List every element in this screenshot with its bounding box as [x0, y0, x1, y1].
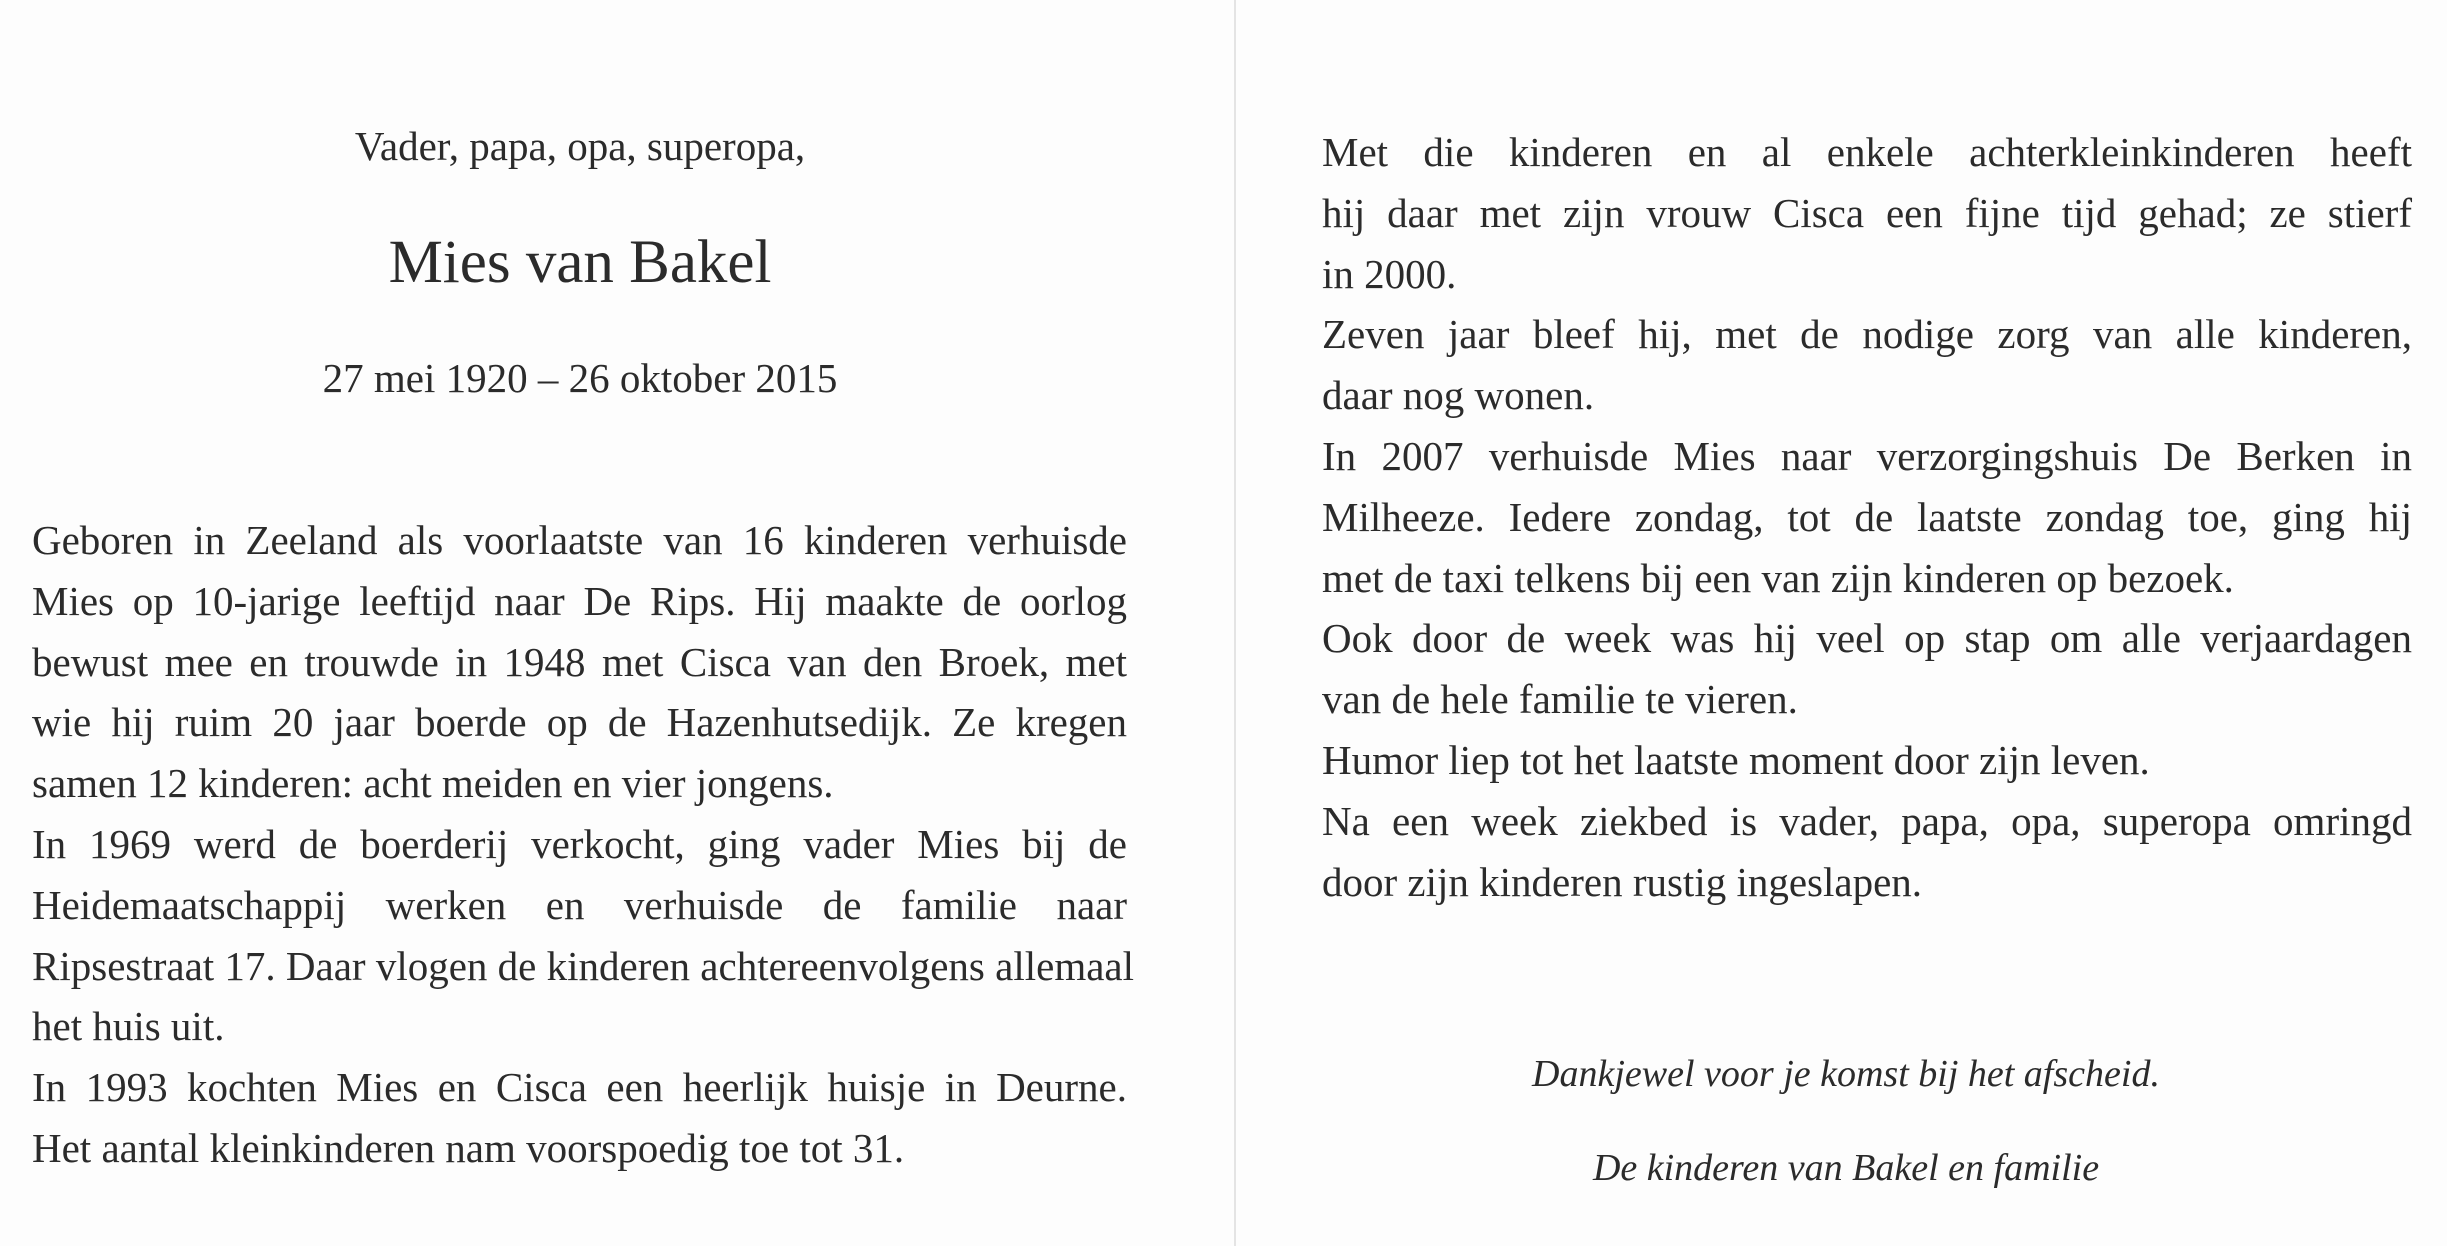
text-line: Met die kinderen en al enkele achterkleinkinderen heeft	[1322, 129, 2412, 175]
text-line: Zeven jaar bleef hij, met de nodige zorg van alle kinderen,	[1322, 311, 2412, 358]
text-line: in 2000.	[1322, 250, 1457, 297]
text-line: Het aantal kleinkinderen nam voorspoedig toe tot 31.	[32, 1124, 905, 1171]
family-signature: De kinderen van Bakel en familie	[1592, 1147, 2100, 1189]
text-line: bewust mee en trouwde in 1948 met Cisca van den Broek, met	[32, 638, 1127, 685]
deceased-name: Mies van Bakel	[388, 229, 772, 296]
text-line: Humor liep tot het laatste moment door zijn leven.	[1322, 736, 2150, 783]
biography-text	[32, 510, 1134, 1179]
text-line: Na een week ziekbed is vader, papa, opa, superopa omringd	[1322, 797, 2412, 844]
text-line: Milheeze. Iedere zondag, tot de laatste zondag toe, ging hij	[1322, 493, 2412, 540]
text-line: samen 12 kinderen: acht meiden en vier jongens.	[32, 760, 834, 807]
text-line: Heidemaatschappij werken en verhuisde de familie naar	[32, 881, 1127, 928]
text-line: Ook door de week was hij veel op stap om alle verjaardagen	[1322, 615, 2412, 662]
text-line: door zijn kinderen rustig ingeslapen.	[1322, 858, 1923, 905]
text-line: daar nog wonen.	[1322, 372, 1595, 419]
text-line: hij daar met zijn vrouw Cisca een fijne tijd gehad; ze stierf	[1322, 189, 2412, 236]
text-line: Ripsestraat 17. Daar vlogen de kinderen achtereenvolgens allemaal	[32, 942, 1134, 989]
text-line: met de taxi telkens bij een van zijn kinderen op bezoek.	[1322, 554, 2234, 601]
text-line: In 1969 werd de boerderij verkocht, ging vader Mies bij de	[32, 820, 1127, 867]
text-line: wie hij ruim 20 jaar boerde op de Hazenhutsedijk. Ze kregen	[32, 699, 1127, 746]
text-line: In 1993 kochten Mies en Cisca een heerlijk huisje in Deurne.	[32, 1064, 1127, 1111]
text-line: van de hele familie te vieren.	[1322, 676, 1798, 723]
intro-line: Vader, papa, opa, superopa,	[354, 123, 806, 169]
thanks-line: Dankjewel voor je komst bij het afscheid.	[1532, 1053, 2160, 1095]
right-page	[1236, 0, 2447, 1246]
text-line: In 2007 verhuisde Mies naar verzorgingshuis De Berken in	[1322, 432, 2412, 479]
life-dates: 27 mei 1920 – 26 oktober 2015	[322, 355, 838, 401]
biography-continued-text	[1322, 122, 2412, 912]
text-line: Mies op 10-jarige leeftijd naar De Rips. Hij maakte de oorlog	[32, 577, 1127, 624]
text-line: Geboren in Zeeland als voorlaatste van 16 kinderen verhuisde	[32, 517, 1127, 563]
text-line: het huis uit.	[32, 1003, 225, 1050]
